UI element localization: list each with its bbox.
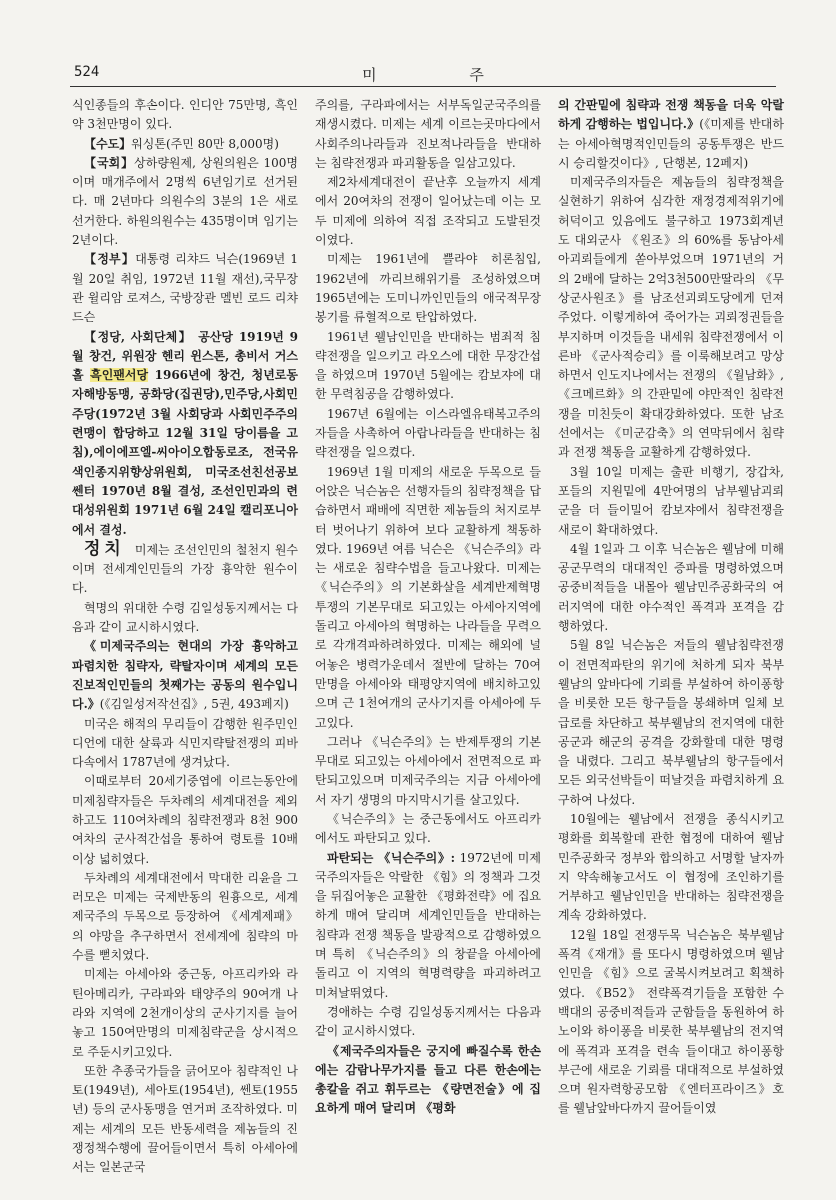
field-text: 대통령 리챠드 닉슨(1969년 1월 20일 취임, 1972년 11월 재선),국무장관 윌리암 로져스, 국방장관 멜빈 로드 리챠드슨 <box>72 252 298 325</box>
field-label: 【정부】 <box>84 252 136 267</box>
field-text: 1966년에 창건, 청년로동자해방동맹, 공화당(집권당),민주당,사회민주당(1972년 3월 사회당과 사회민주주의련맹이 합당하고 12월 31일 당이름을 고침),에이에프엘-씨아이오합동로조, 전국유색인종지위향상위원회, 미국조선친선공보쎈터 1970년 8월 결성, 조선인민과의 련대성위원회 1971년 6월 24일 캘리포니아에서 결성. <box>72 368 298 537</box>
paragraph: 《닉슨주의》는 중근동에서도 아프리카에서도 파탄되고 있다. <box>315 811 541 846</box>
paragraph: 또한 추종국가들을 긁어모아 침략적인 나토(1949년), 세아토(1954년), 쎈토(1955년) 등의 군사동맹을 연거퍼 조작하였다. 미제는 세계의 모든 반동세력을 제놈들의 진쟁정책수행에 끌어들이면서 특히 아세아에서는 일본군국 <box>72 1063 298 1175</box>
subheading: 파탄되는 《닉슨주의》: <box>327 850 456 865</box>
paragraph: 미제는 아세아와 중근동, 아프리카와 라틴아메리카, 구라파와 태양주의 90여개 나라와 지역에 2천개이상의 군사기지를 늘어놓고 150여만명의 미제침략군을 상시적으로 주둔시키고있다. <box>72 967 298 1059</box>
column-3 <box>558 96 784 1156</box>
paragraph: 이때로부터 20세기중엽에 이르는동안에 미제침략자들은 두차례의 세계대전을 제외하고도 110여차례의 침략전쟁과 8천 900여차의 군사적간섭을 통하여 령토를 10배이상 넓히였다. <box>72 774 298 866</box>
paragraph: 4월 1일과 그 이후 닉슨놈은 웰남에 미해공군무력의 대대적인 증파를 명령하였으며 공중비적들을 내몰아 웰남민주공화국의 여러지역에 대한 야수적인 폭격과 포격을 감행하였다. <box>558 541 784 634</box>
paragraph <box>72 328 298 540</box>
quote <box>72 637 298 714</box>
quote: 《제국주의자들은 궁지에 빠질수록 한손에는 감람나무가지를 들고 다른 한손에는 총칼을 쥐고 휘두르는 《량면전술》에 집요하게 매여 달리며 《평화 <box>315 1043 541 1116</box>
field-text: 워싱톤(주민 80만 8,000명) <box>131 136 279 151</box>
page-number: 524 <box>74 64 100 80</box>
paragraph: 미제국주의자들은 제놈들의 침략정책을 실현하기 위하여 심각한 재정경제적위기에 허덕이고 있음에도 불구하고 1973회계년도 대외군사 《원조》의 60%를 동남아세아괴뢰들에게 쏟아부었으며 1971년의 거의 2배에 달하는 2억3천500만딸라의 《무상군사원조》를 남조선괴뢰도당에게 던져주었다. 이렇게하여 죽어가는 괴뢰정권들을 부지하며 이것들을 내세워 침략전쟁에서 이른바 《군사적승리》를 이룩해보려고 망상하면서 인도지나에서는 전쟁의 《월남화》, 《크메르화》의 간판밑에 야만적인 침략전쟁을 미친듯이 확대강화하였다. 또한 남조선에서는 《미군감축》의 연막뒤에서 침략과 전쟁 책동을 교활하게 감행하였다. <box>558 175 784 460</box>
text-columns <box>72 96 784 1175</box>
paragraph: 미제는 1961년에 쁠라야 히론침입, 1962년에 까리브해위기를 조성하였으며 1965년에는 도미니까인민들의 애국적무장봉기를 류혈적으로 탄압하였다. <box>315 252 541 325</box>
field-label: 【수도】 <box>84 136 132 151</box>
paragraph: 미국은 해적의 무리들이 감행한 원주민인디언에 대한 살륙과 식민지략탈전쟁의 피바다속에서 1787년에 생겨났다. <box>72 716 298 770</box>
paragraph: 10월에는 웰남에서 전쟁을 종식시키고 평화를 회복할데 관한 협정에 대하여 웰남민주공화국 정부와 합의하고 서명할 날자까지 약속해놓고서도 이 협정에 조인하기를 거부하고 웰남인민을 반대하는 침략전쟁을 계속 강화하였다. <box>558 811 784 923</box>
column-2 <box>315 96 541 1156</box>
paragraph: 경애하는 수령 김일성동지께서는 다음과 같이 교시하시였다. <box>315 1004 541 1039</box>
paragraph: 주의를, 구라파에서는 서부독일군국주의를 재생시켰다. 미제는 세계 이르는곳마다에서 사회주의나라들과 진보적나라들을 반대하는 침략전쟁과 파괴활동을 일삼고있다. <box>315 98 541 170</box>
paragraph-text: 1972년에 미제국주의자들은 악랄한 《힘》의 정책과 그것을 뒤집어놓은 교활한 《평화전략》에 집요하게 매여 달리며 세계인민들을 반대하는 침략과 전쟁 책동을 발광적으로 감행하였으며 특히 《닉슨주의》의 창끝을 아세아에 돌리고 이 지역의 혁명력량을 파괴하려고 미쳐날뛰였다. <box>315 850 541 1000</box>
paragraph: 1967년 6월에는 이스라엘유태복고주의자들을 사촉하여 아랍나라들을 반대하는 침략전쟁을 일으켰다. <box>315 406 541 460</box>
field-text: 상하량원제, 상원의원은 100명이며 매개주에서 2명씩 6년임기로 선거된다. 매 2년마다 의원수의 3분의 1은 새로 선거한다. 하원의원수는 435명이며 임기는 2년이다. <box>72 155 298 248</box>
field-label: 【정당, 사회단체】 <box>84 329 193 344</box>
paragraph <box>72 250 298 327</box>
quote-source: (《김일성저작선집》, 5권, 493페지) <box>99 697 289 712</box>
field-label: 【국회】 <box>84 155 135 170</box>
page-header <box>70 62 776 87</box>
quote-text: 의 간판밑에 침략과 전쟁 책동을 더욱 악랄하게 감행하는 법입니다.》 <box>558 98 784 132</box>
quote <box>558 96 784 173</box>
paragraph: 1969년 1월 미제의 새로운 두목으로 들어앉은 닉슨놈은 선행자들의 침략정책을 답습하면서 패배에 직면한 제놈들의 처지로부터 벗어나기 위하여 보다 교활하게 책동하였다. 1969년 여름 닉슨은 《닉슨주의》라는 새로운 침략수법을 들고나왔다. 미제는 《닉슨주의》의 기본화살을 세계반제혁명투쟁의 기본무대로 되고있는 아세아지역에 돌리고 아세아의 혁명하는 나라들을 무력으로 각개격파하려하였다. 미제는 해외에 널어놓은 병력가운데서 절반에 달하는 70여만명을 아세아와 태평양지역에 배치하고있으며 근 1천여개의 군사기지를 아세아에 두고있다. <box>315 464 541 730</box>
section-title: 정치 <box>84 538 125 559</box>
section-intro: 미제는 조선인민의 철천지 원수이며 전세계인민들의 가장 흉악한 원수이다. <box>72 542 298 596</box>
paragraph <box>72 135 298 154</box>
paragraph: 제2차세계대전이 끝난후 오늘까지 세계에서 20여차의 전쟁이 일어났는데 이는 모두 미제에 의하여 직접 조작되고 도발된것이였다. <box>315 175 541 248</box>
paragraph: 3월 10일 미제는 출판 비행기, 장갑차, 포들의 지원밑에 4만여명의 남부웰남괴뢰군을 더 들이밀어 캄보쟈에서 침략전쟁을 새로이 확대하였다. <box>558 464 784 537</box>
paragraph: 1961년 웰남인민을 반대하는 범죄적 침략전쟁을 일으키고 라오스에 대한 무장간섭을 하였으며 1970년 5월에는 캄보쟈에 대한 무력침공을 감행하였다. <box>315 329 541 402</box>
running-title: 미 주 <box>362 66 528 84</box>
paragraph: 12월 18일 전쟁두목 닉슨놈은 북부웰남폭격《재개》를 또다시 명령하였으며 웰남인민을 《힘》으로 굴복시켜보려고 획책하였다. 《B52》 전략폭격기들을 포함한 수백대의 공중비적들과 군함들을 동원하여 하노이와 하이퐁을 비롯한 북부웰남의 전지역에 폭격과 포격을 련속 들이대고 하이퐁항 부근에 새로운 기뢰를 대대적으로 부설하였으며 원자력항공모함 《엔터프라이즈》호를 웰남앞바다까지 끌어들이였 <box>558 927 784 1116</box>
paragraph: 그러나 《닉슨주의》는 반제투쟁의 기본무대로 되고있는 아세아에서 전면적으로 파탄되고있으며 미제국주의는 지금 아세아에서 자기 생명의 마지막시기를 살고있다. <box>315 734 541 807</box>
quote-source: (《미제를 반대하는 아세아혁명적인민들의 공동투쟁은 반드시 승리할것이다》, 단행본, 12페지) <box>558 117 784 170</box>
field-text: 공산당 1919년 9월 창건, 위원장 헨리 윈스톤, 총비서 거스 홀 <box>72 329 298 383</box>
paragraph <box>315 849 541 1003</box>
quote-text: 《미제국주의는 현대의 가장 흉악하고 파렴치한 침략자, 략탈자이며 세계의 모든 진보적인민들의 첫째가는 공동의 원수입니다.》 <box>72 639 298 712</box>
section-heading <box>72 540 298 599</box>
highlighted-term: 흑인팬서당 <box>90 368 149 383</box>
paragraph <box>72 154 298 250</box>
paragraph: 두차례의 세계대전에서 막대한 리윤을 그러모은 미제는 국제반동의 원흉으로, 세계제국주의 두목으로 등장하여 《세계제패》의 야망을 추구하면서 전세계에 침략의 마수를 뻗치였다. <box>72 870 298 963</box>
paragraph: 5월 8일 닉슨놈은 저들의 웰남침략전쟁이 전면적파탄의 위기에 처하게 되자 북부웰남의 앞바다에 기뢰를 부설하여 하이퐁항을 비롯한 모든 항구들을 봉쇄하며 일체 보급로를 차단하고 북부웰남의 전지역에 대한 공군과 해군의 공격을 강화할데 대한 명령을 내렸다. 그리고 북부웰남의 항구들에서 모든 외국선박들이 떠날것을 파렴치하게 요구하여 나섰다. <box>558 638 784 807</box>
paragraph: 혁명의 위대한 수령 김일성동지께서는 다음과 같이 교시하시였다. <box>72 600 298 635</box>
column-1 <box>72 96 298 1175</box>
paragraph: 식인종들의 후손이다. 인디안 75만명, 흑인 약 3천만명이 있다. <box>72 98 298 132</box>
